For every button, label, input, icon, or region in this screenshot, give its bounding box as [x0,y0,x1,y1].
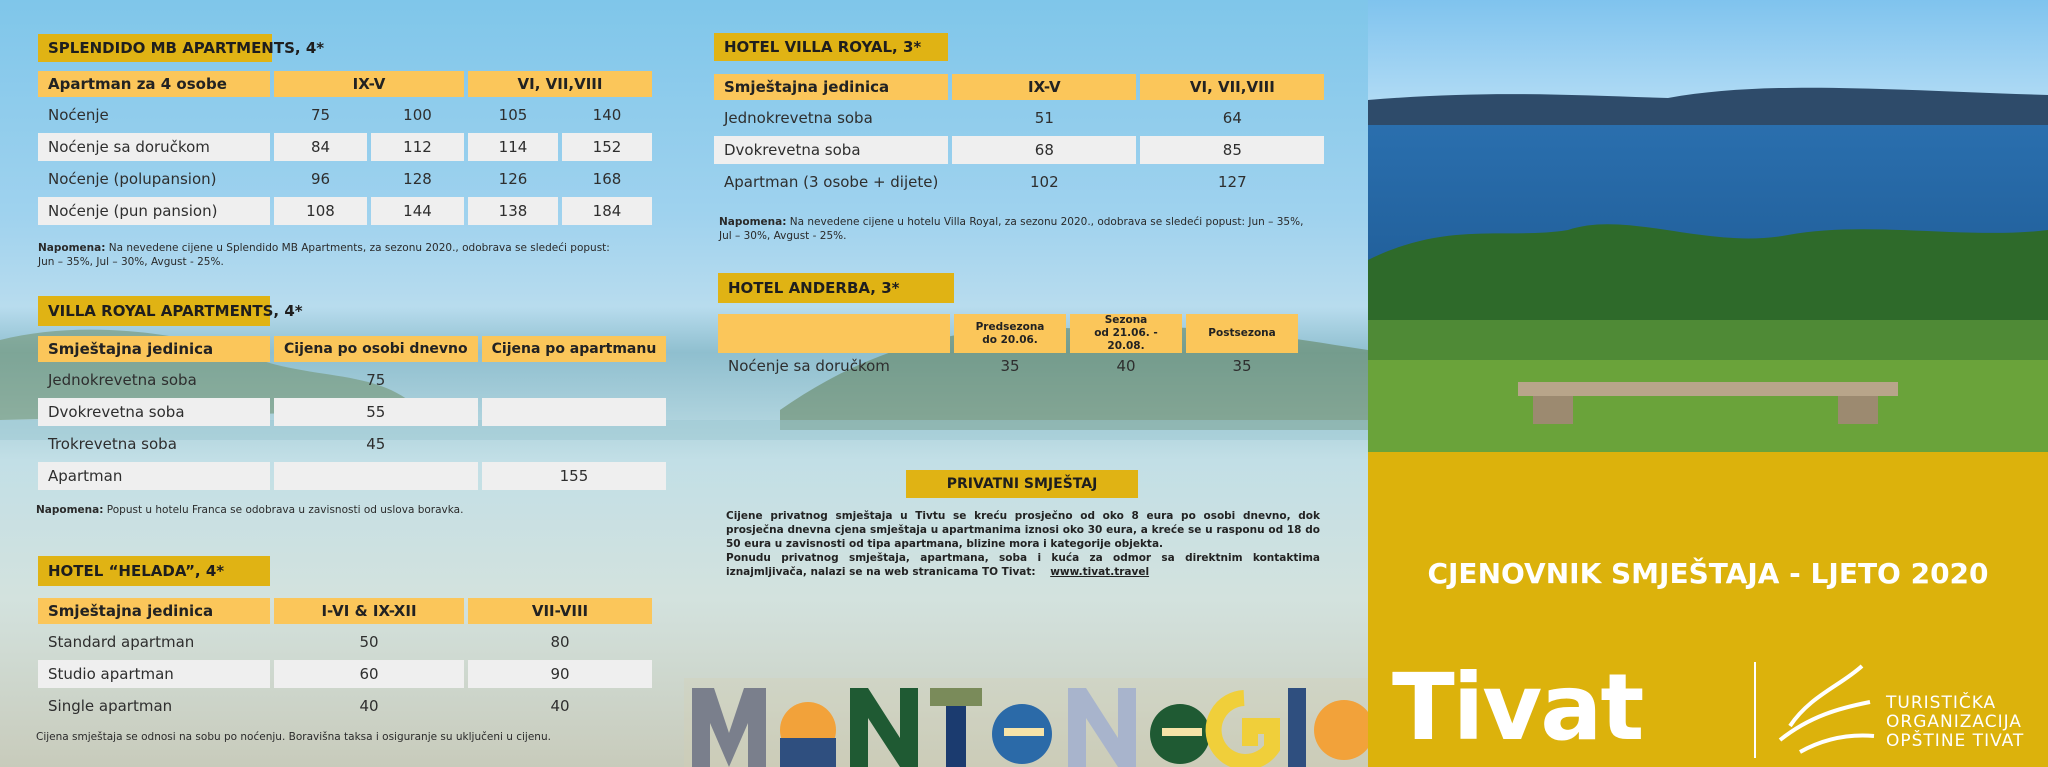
table-row [38,165,652,193]
table-row [38,430,666,458]
note-label: Napomena: [38,242,106,254]
price-cell [274,462,478,490]
header-per-person: Cijena po osobi dnevno [274,336,478,362]
row-label: Trokrevetna soba [48,435,177,453]
tivat-logo-text: Tivat [1392,654,1643,761]
helada-title: HOTEL “HELADA”, 4* [38,556,270,586]
row-label: Noćenje [48,106,109,124]
table-row [714,168,1324,196]
tivat-travel-link[interactable]: www.tivat.travel [1050,566,1150,578]
price-cell: 140 [592,106,622,124]
header-period2: VI, VII,VIII [1140,74,1324,100]
row-label: Standard apartman [48,633,195,651]
price-cell: 184 [562,197,652,225]
header-period1: I-VI & IX-XII [274,598,464,624]
price-cell: 138 [468,197,558,225]
price-cell: 40 [359,697,379,715]
splendido-table [34,67,656,229]
table-row [38,628,652,656]
table-row [38,398,666,426]
org-line3: OPŠTINE TIVAT [1886,731,2025,751]
row-label: Apartman (3 osobe + dijete) [724,173,939,191]
private-text-paragraph1: Cijene privatnog smještaja u Tivtu se kreću prosječno od oko 8 eura po osobi dnevno, dok prosječna dnevna cjena smještaja u apartmanima iznosi oko 30 eura, a kreće se u rasponu od 18 do 50 eura u zavisnosti od tipa apartmana, blizine mora i kategorije objekta. [726,510,1320,550]
org-line2: ORGANIZACIJA [1886,712,2022,732]
row-label: Jednokrevetna soba [48,371,197,389]
header-unit: Smještajna jedinica [38,336,270,362]
row-label: Noćenje sa doručkom [728,357,890,375]
helada-note: Cijena smještaja se odnosi na sobu po noćenju. Boravišna taksa i osiguranje su uključeni u cijenu. [36,731,551,743]
tourist-organisation-emblem-icon [1770,656,1880,756]
note-text: Popust u hotelu Franca se odobrava u zavisnosti od uslova boravka. [103,504,464,516]
note-text: Na nevedene cijene u hotelu Villa Royal, za sezonu 2020., odobrava se sledeći popust: Jun – 35%, Jul – 30%, Avgust - 25%. [719,216,1304,242]
private-accommodation-title: PRIVATNI SMJEŠTAJ [906,470,1138,498]
helada-table [34,594,656,724]
tourist-organisation-name [1886,694,2024,751]
row-label: Dvokrevetna soba [38,398,270,426]
price-cell: 114 [468,133,558,161]
price-cell: 35 [1232,357,1252,375]
price-list-title: CJENOVNIK SMJEŠTAJA - LJETO 2020 [1427,557,1989,590]
price-cell: 84 [274,133,367,161]
price-cell [482,430,667,458]
price-cell: 105 [498,106,528,124]
villa-royal-apartments-note [36,503,636,517]
montenegro-logo [684,678,1368,767]
row-label: Jednokrevetna soba [724,109,873,127]
splendido-header-period1: IX-V [274,71,464,97]
table-row [714,104,1324,132]
price-cell: 168 [592,170,622,188]
table-row [38,133,652,161]
price-cell [482,398,667,426]
header-unit: Smještajna jedinica [714,74,948,100]
price-cell: 112 [371,133,464,161]
price-cell: 128 [403,170,432,188]
price-cell: 40 [550,697,570,715]
price-cell: 102 [1030,173,1059,191]
table-row [38,101,652,129]
header-postsezona: Postsezona [1186,314,1298,353]
price-cell: 90 [468,660,652,688]
splendido-title: SPLENDIDO MB APARTMENTS, 4* [38,34,272,62]
table-row [38,197,652,225]
price-cell: 127 [1218,173,1247,191]
price-cell [482,366,667,394]
note-label: Napomena: [719,216,787,228]
row-label: Noćenje (polupansion) [48,170,217,188]
table-row [714,136,1324,164]
price-cell: 75 [310,106,331,124]
price-cell: 40 [1116,357,1136,375]
header-empty [718,314,950,353]
price-cell: 35 [1000,357,1020,375]
splendido-header-period2: VI, VII,VIII [468,71,652,97]
note-text: Na nevedene cijene u Splendido MB Apartments, za sezonu 2020., odobrava se sledeći popust: Jun – 35%, Jul – 30%, Avgust - 25%. [38,242,610,268]
table-row [38,692,652,720]
price-cell: 51 [1034,109,1054,127]
row-label: Dvokrevetna soba [714,136,948,164]
row-label: Apartman [38,462,270,490]
row-label: Studio apartman [38,660,270,688]
hotel-villa-royal-note [719,215,1319,243]
price-cell: 100 [403,106,432,124]
price-cell: 126 [498,170,528,188]
price-cell: 152 [562,133,652,161]
price-cell: 80 [550,633,570,651]
private-text-body: Ponudu privatnog smještaja, apartmana, soba i kuća za odmor sa direktnim kontaktima iznajmljivača, nalazi se na web stranicama TO Tivat: [726,552,1320,578]
table-row [38,660,652,688]
price-cell: 96 [310,170,331,188]
lake-landscape-photo [1368,0,2048,452]
price-cell: 85 [1140,136,1324,164]
table-row [38,366,666,394]
note-label: Napomena: [36,504,104,516]
price-cell: 64 [1222,109,1242,127]
splendido-header-unit: Apartman za 4 osobe [38,71,270,97]
table-row [718,357,1298,385]
private-text-paragraph2 [726,551,1320,579]
hotel-villa-royal-table [710,70,1328,200]
hotel-anderba-table [714,310,1302,389]
header-period2: VII-VIII [468,598,652,624]
table-row [38,462,666,490]
hotel-anderba-title: HOTEL ANDERBA, 3* [718,273,954,303]
org-line1: TURISTIČKA [1886,693,1997,713]
villa-royal-apartments-title: VILLA ROYAL APARTMENTS, 4* [38,296,270,326]
row-label: Noćenje (pun pansion) [38,197,270,225]
hotel-villa-royal-title: HOTEL VILLA ROYAL, 3* [714,33,948,61]
row-label: Single apartman [48,697,173,715]
price-cell: 55 [274,398,478,426]
price-cell: 75 [366,371,386,389]
row-label: Noćenje sa doručkom [38,133,270,161]
header-unit: Smještajna jedinica [38,598,270,624]
price-cell: 155 [482,462,667,490]
villa-royal-apartments-table [34,332,670,494]
header-period1: IX-V [952,74,1136,100]
header-sezona: Sezona od 21.06. - 20.08. [1070,314,1182,353]
price-cell: 50 [359,633,379,651]
private-accommodation-text [726,509,1320,579]
price-cell: 60 [274,660,464,688]
header-predsezona: Predsezona do 20.06. [954,314,1066,353]
header-per-apartment: Cijena po apartmanu [482,336,667,362]
logo-divider [1754,662,1756,758]
splendido-note [38,241,628,269]
price-cell: 108 [274,197,367,225]
price-cell: 68 [952,136,1136,164]
price-cell: 45 [366,435,386,453]
price-cell: 144 [371,197,464,225]
